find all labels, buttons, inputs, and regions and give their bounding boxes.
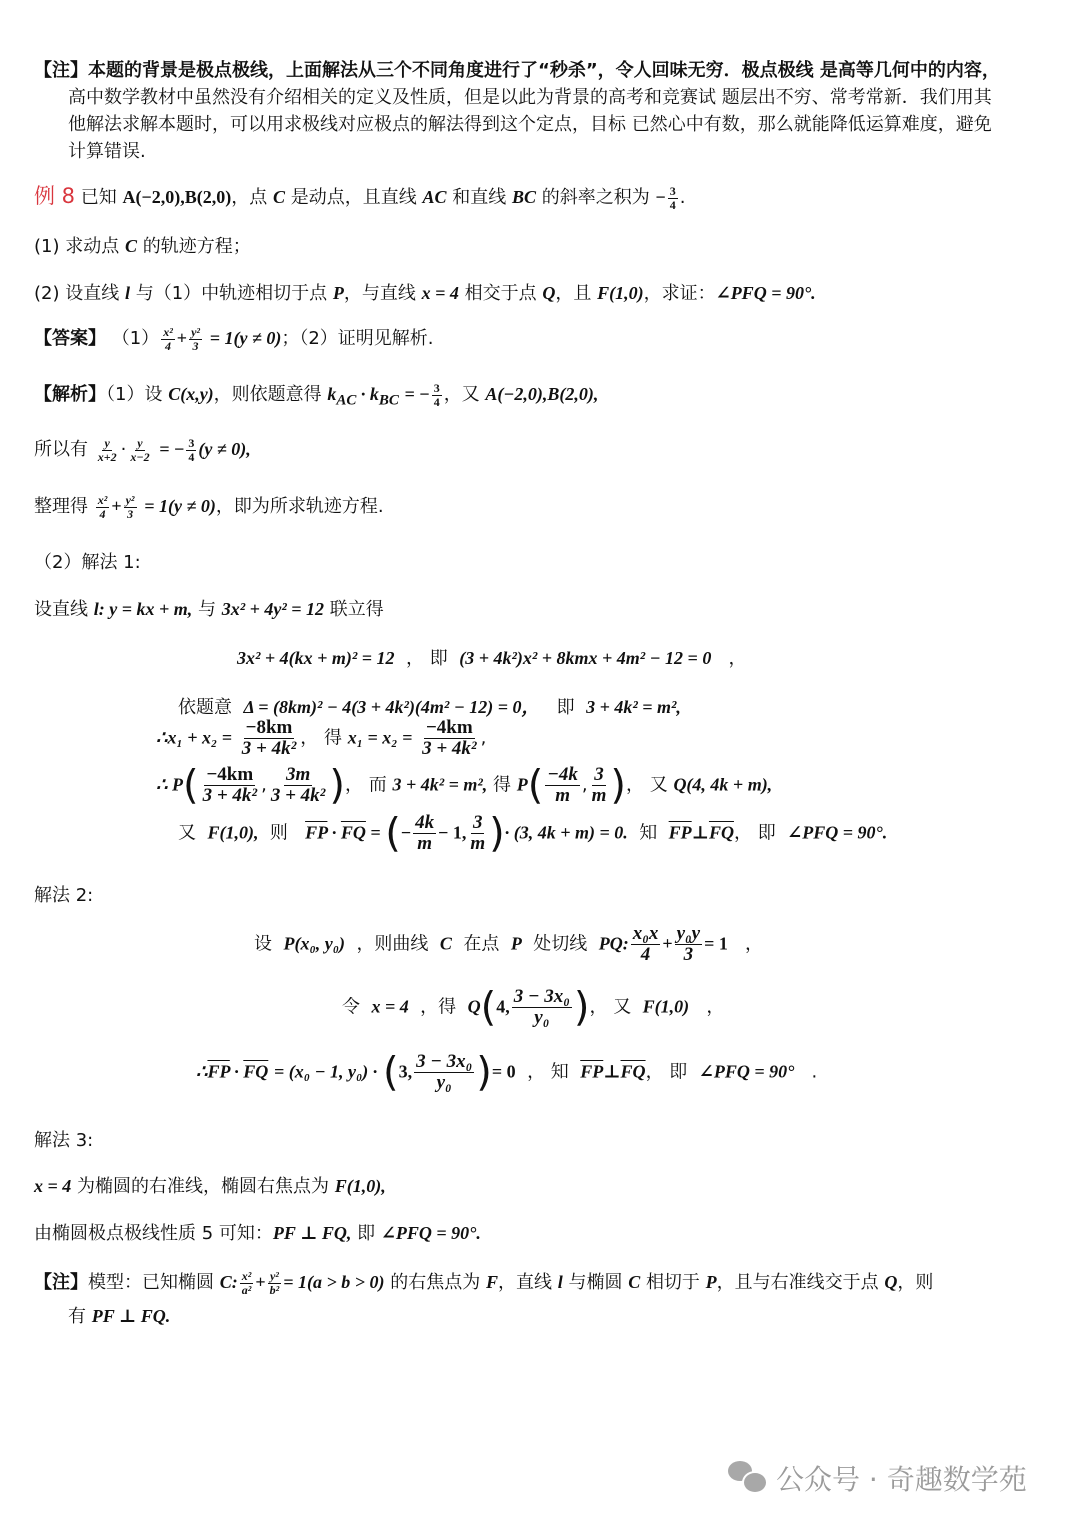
text: 是动点，且直线 [290,187,417,208]
math: AC [422,187,447,207]
note-paragraph-2-line-2: 有 PF ⊥ FQ. [68,1306,171,1327]
math: A(−2,0),B(2,0) [122,187,232,207]
method-1-line-5: ∴ P( $\frac{-4km}{\text{3 + 4k²}}$ , $\frac{3m}{\text{3 + 4k²}}$ )， 而 3 + 4k² = m², 得 P( $\frac{-4k}{m}$ , $\frac{3}{m}$ )， 又 Q(4, 4k + m), [156,762,773,809]
text: 的斜率之积为 [541,187,650,208]
wechat-icon [728,1461,768,1495]
method-3-line-1: x = 4 为椭圆的右准线，椭圆右焦点为 F(1,0), [34,1176,386,1197]
method-3-line-2: 由椭圆极点极线性质 5 可知：PF ⊥ FQ, 即 ∠PFQ = 90°. [34,1223,481,1244]
question-2: (2) 设直线 l 与（1）中轨迹相切于点 P，与直线 x = 4 相交于点 Q，且 F(1,0)，求证：∠PFQ = 90°. [34,283,816,304]
analysis-tag: 【解析】 [34,384,106,405]
text: ，点 [231,187,268,208]
method-1-title: （2）解法 1: [34,552,141,573]
text: . [679,187,686,208]
text: 和直线 [452,187,507,208]
example-statement [34,180,685,211]
note-line: 他解法求解本题时，可以用求极线对应极点的解法得到这个定点，目标 已然心中有数，那么就能降低运算难度，避免 [68,114,992,135]
method-3-title: 解法 3: [34,1130,94,1151]
method-1-line-2: 3x² + 4(kx + m)² = 12 ， 即 (3 + 4k²)x² + 8kmx + 4m² − 12 = 0 ， [237,648,747,669]
note-paragraph-2: 【注】模型：已知椭圆 C: $\frac{\text{x²}}{\text{a²}}$ + $\frac{\text{y²}}{\text{b²}}$ = 1(a > b > 0) 的右焦点为 F，直线 l 与椭圆 C 相切于 P，且与右准线交于点 Q，则 [34,1268,934,1297]
answer-tag: 【答案】 [34,328,106,349]
analysis-line-1: 【解析】（1）设 C(x,y)，则依题意得 $k_{AC} \cdot k_{BC}$ = − $\frac{3}{4}$ ，又 A(−2,0),B(2,0), [34,380,599,409]
note-line: 本题的背景是极点极线，上面解法从三个不同角度进行了“秒杀”，令人回味无穷．极点极线 是高等几何中的内容， [88,60,1000,81]
question-1: (1) 求动点 C 的轨迹方程； [34,236,251,257]
method-2-line-2: 令 x = 4 ，得 Q(4, $\frac{\text{3 − 3x₀}}{\text{y₀}}$ )， 又 F(1,0) ， [342,984,725,1031]
note-tag: 【注】 [34,60,88,81]
analysis-line-2: 所以有 $\frac{y}{x+2}$ · $\frac{y}{x-2}$ = − $\frac{3}{4}$ (y ≠ 0), [34,435,251,464]
note-line: 计算错误. [68,141,146,162]
method-1-line-1: 设直线 l: y = kx + m, 与 3x² + 4y² = 12 联立得 [34,599,384,620]
method-1-line-6: 又 F(1,0), 则 $\overline{FP} \cdot \overline{FQ}$ = (− $\frac{4k}{m}$ − 1, $\frac{3}{m}$ )· (3, 4k + m) = 0. 知 $\overline{FP}\perp\overline{FQ}$， 即 ∠PFQ = 90°. [178,810,888,857]
math: − [655,187,666,207]
watermark-text: 公众号 · 奇趣数学苑 [776,1463,1027,1496]
method-1-line-3: 依题意 Δ = (8km)² − 4(3 + 4k²)(4m² − 12) = 0， 即 3 + 4k² = m², [178,697,681,718]
math: C [273,187,286,207]
text: 已知 [80,187,117,208]
analysis-line-3: 整理得 $\frac{\text{x²}}{4}$ + $\frac{\text{y²}}{3}$ = 1(y ≠ 0)，即为所求轨迹方程. [34,492,384,521]
math: BC [511,187,536,207]
method-2-line-3: $\therefore\overline{FP} \cdot \overline{FQ} = (x_0 - 1$, y₀) · (3, $\frac{\text{3 − 3x₀}}{\text{y₀}}$ )= 0 ， 知 $\overline{FP}\perp\overline{FQ}$， 即 ∠PFQ = 90° . [196,1049,818,1096]
method-2-title: 解法 2: [34,885,94,906]
watermark [728,1458,1027,1498]
example-label: 例 8 [34,184,76,208]
method-2-line-1: 设 P(x₀, y₀) ，则曲线 C 在点 P 处切线 PQ: $\frac{\text{x₀x}}{4}$ + $\frac{\text{y₀y}}{3}$ = 1 ， [254,923,764,965]
note-tag: 【注】 [34,1272,88,1293]
note-line: 高中数学教材中虽然没有介绍相关的定义及性质，但是以此为背景的高考和竞赛试 题层出不穷、常考常新．我们用其 [68,87,992,108]
answer-line: 【答案】 （1） $\frac{\text{x²}}{4}$ + $\frac{\text{y²}}{3}$ = 1(y ≠ 0)；（2）证明见解析. [34,324,434,353]
fraction: $\frac{3}{4}$ [669,183,676,212]
method-1-line-4: ∴x₁ + x₂ = $\frac{-8km}{\text{3 + 4k²}}$ ， 得 x₁ = x₂ = $\frac{-4km}{\text{3 + 4k²}}$ , [156,717,487,759]
